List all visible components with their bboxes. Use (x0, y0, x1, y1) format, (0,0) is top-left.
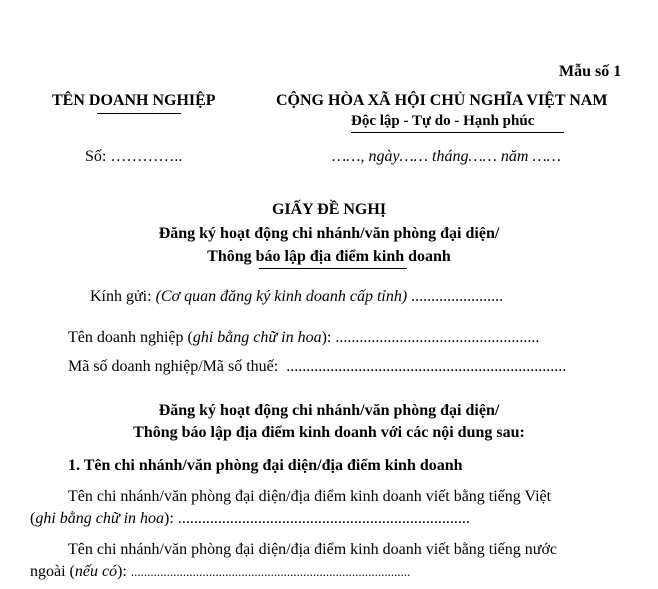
company-name-label: TÊN DOANH NGHIỆP (52, 92, 216, 109)
company-name-field: Tên doanh nghiệp (ghi bằng chữ in hoa): ................................................... (68, 329, 540, 346)
document-number: Số: ………….. (85, 148, 183, 165)
vn-name-line-2: (ghi bằng chữ in hoa): ......................................................................... (30, 510, 470, 527)
tax-code-dots: ...................................................................... (286, 358, 567, 375)
motto-underline (351, 132, 564, 133)
motto: Độc lập - Tự do - Hạnh phúc (351, 113, 535, 129)
form-number: Mẫu số 1 (559, 63, 622, 80)
section-heading-1: Đăng ký hoạt động chi nhánh/văn phòng đại diện/ (158, 402, 500, 419)
title-underline (259, 268, 407, 269)
foreign-name-line-1: Tên chi nhánh/văn phòng đại diện/địa điểm kinh doanh viết bằng tiếng nước (68, 541, 558, 558)
tax-code-field: Mã số doanh nghiệp/Mã số thuế: ...................................................................... (68, 358, 567, 375)
item-1-title: 1. Tên chi nhánh/văn phòng đại diện/địa điểm kinh doanh (68, 457, 463, 474)
section-heading-2: Thông báo lập địa điểm kinh doanh với các nội dung sau: (133, 424, 525, 441)
recipient-line: Kính gửi: (Cơ quan đăng ký kinh doanh cấp tỉnh) ....................... (90, 288, 504, 305)
vn-name-dots: ......................................................................... (177, 510, 470, 527)
document-title: GIẤY ĐỀ NGHỊ (271, 201, 387, 218)
recipient-placeholder: (Cơ quan đăng ký kinh doanh cấp tỉnh) (155, 288, 408, 305)
vn-name-line-1: Tên chi nhánh/văn phòng đại diện/địa điểm kinh doanh viết bằng tiếng Việt (68, 488, 552, 505)
place-and-date: ……, ngày…… tháng…… năm …… (332, 148, 561, 165)
foreign-name-dots: ...................................................................................... (130, 564, 411, 579)
company-name-dots: ................................................... (335, 329, 540, 346)
company-name-underline (97, 113, 181, 114)
title-subline-1: Đăng ký hoạt động chi nhánh/văn phòng đại diện/ (158, 225, 500, 242)
foreign-name-line-2: ngoài (nếu có): ...................................................................................... (30, 563, 411, 580)
republic-heading: CỘNG HÒA XÃ HỘI CHỦ NGHĨA VIỆT NAM (276, 92, 608, 109)
title-subline-2: Thông báo lập địa điểm kinh doanh (207, 248, 451, 265)
